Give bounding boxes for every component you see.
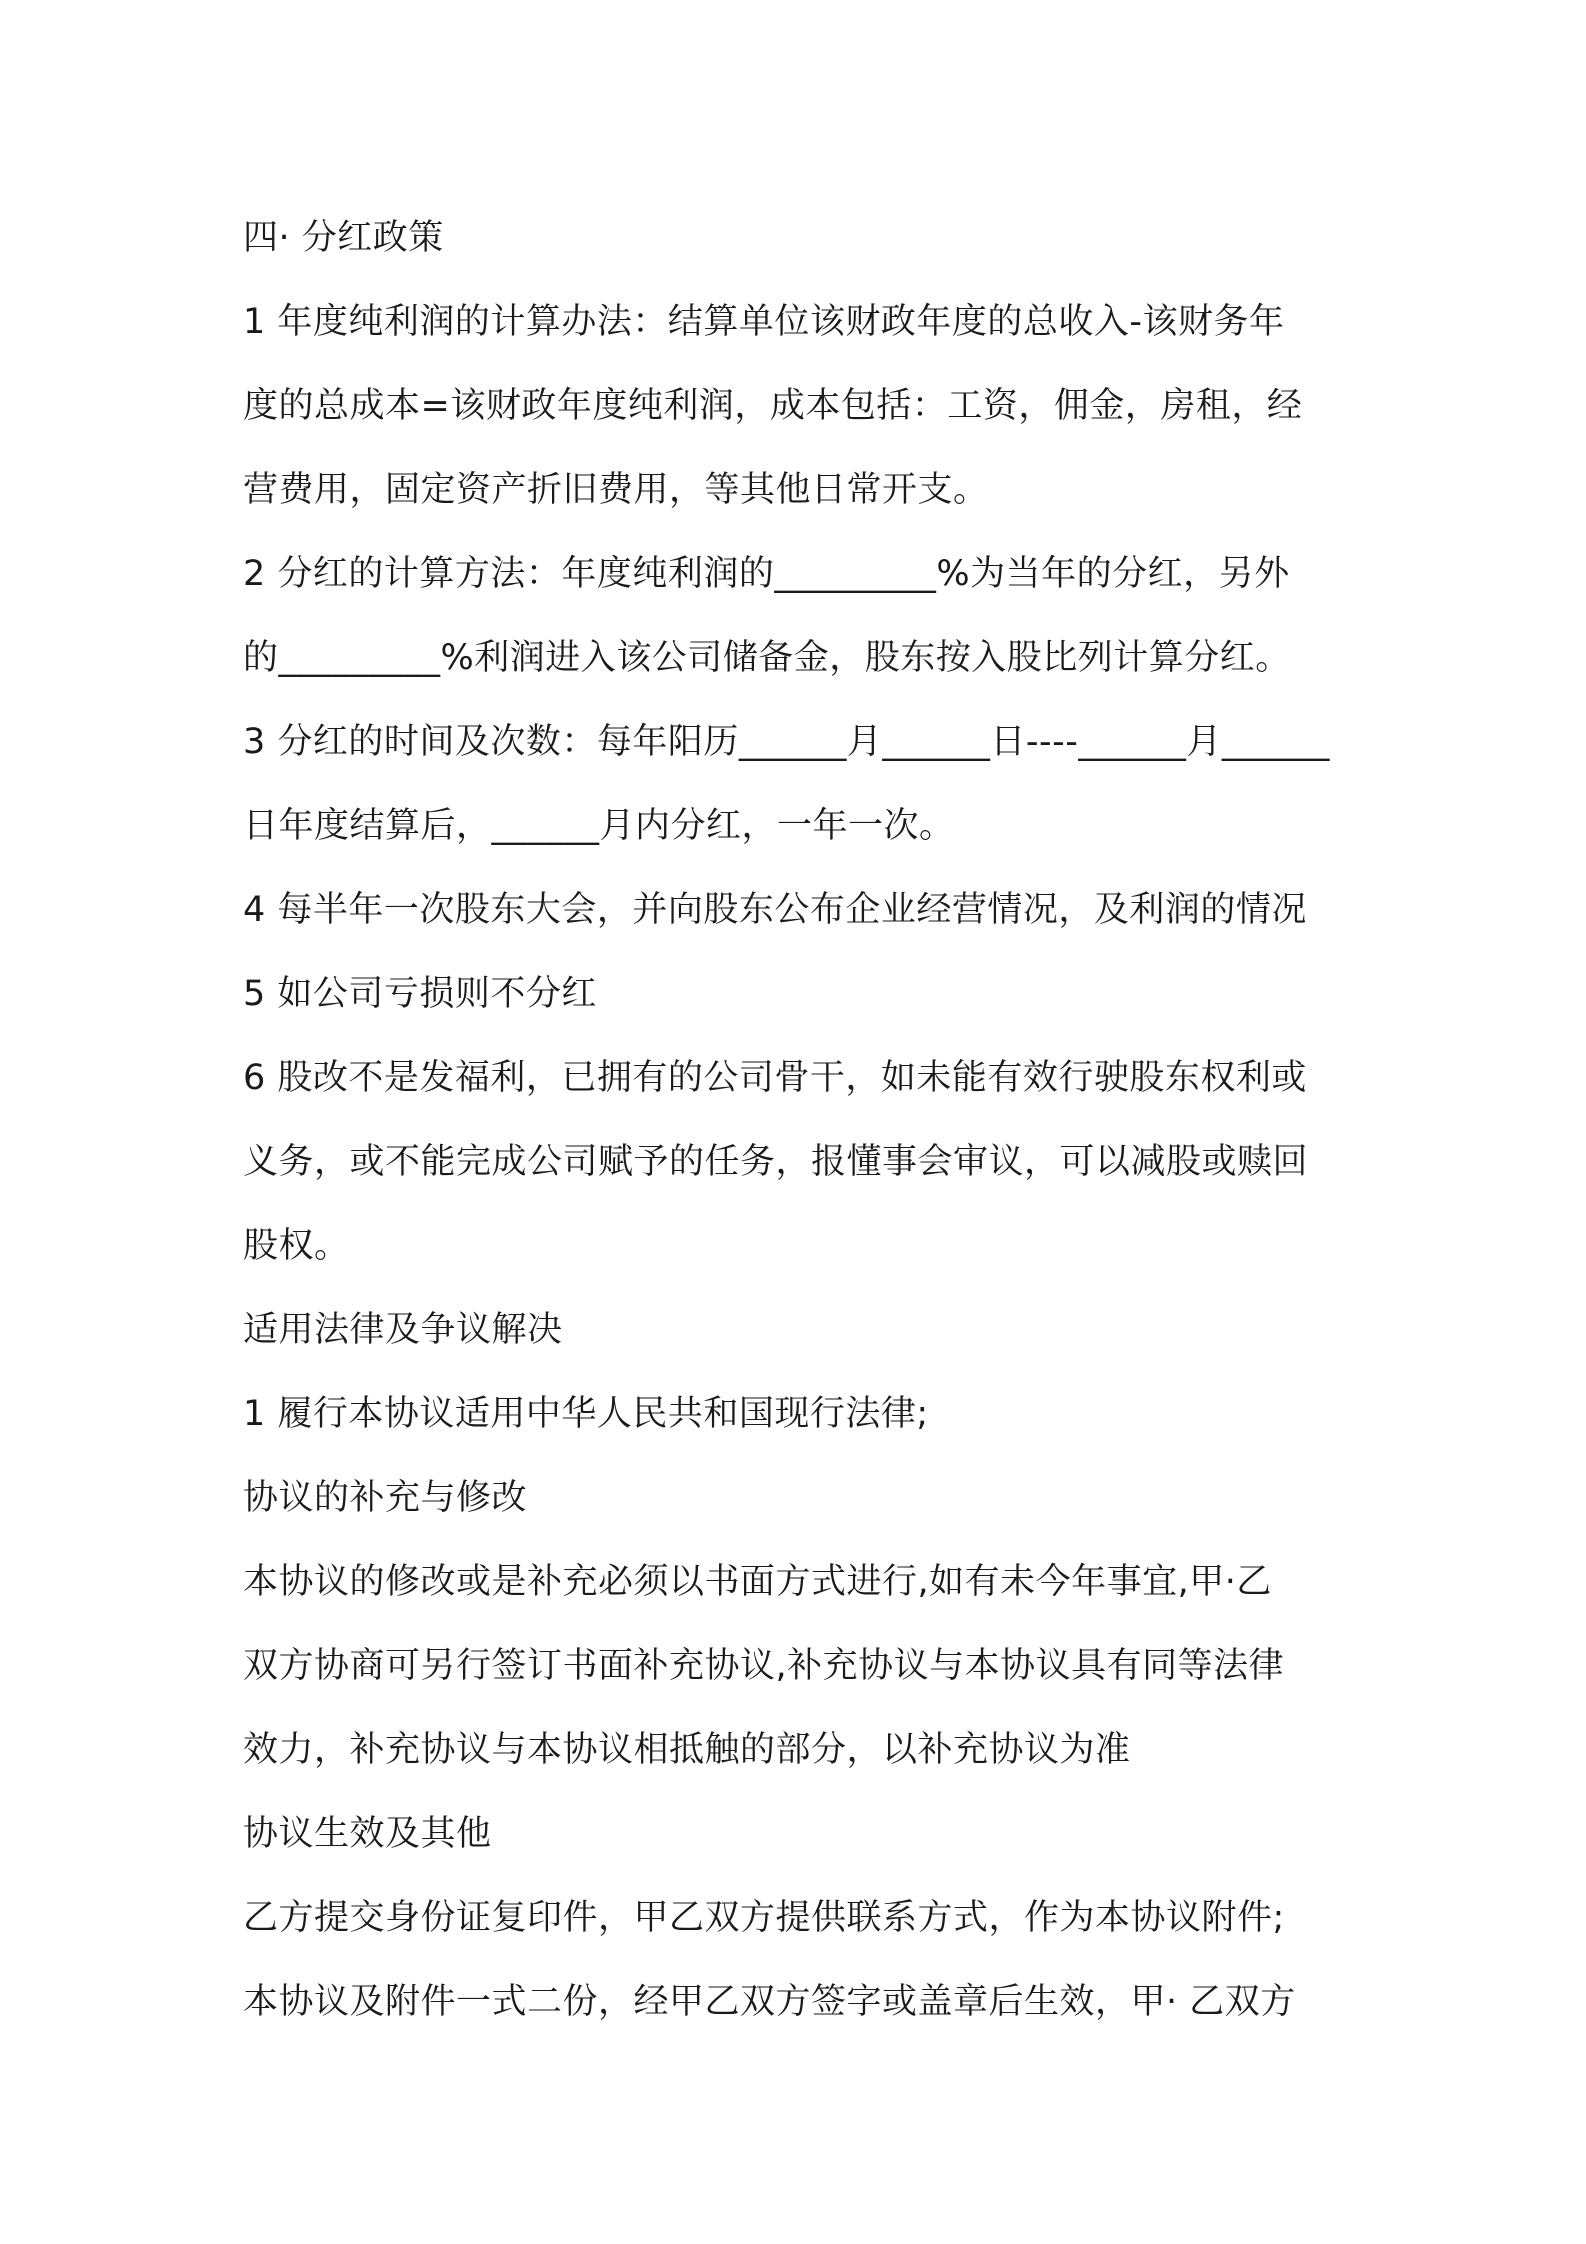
body-line: 日年度结算后，______月内分红，一年一次。 (243, 806, 955, 846)
body-line: 1 年度纯利润的计算办法：结算单位该财政年度的总收入-该财务年 (243, 302, 1285, 342)
body-line: 义务，或不能完成公司赋予的任务，报懂事会审议，可以减股或赎回 (243, 1142, 1309, 1182)
body-line: 5 如公司亏损则不分红 (243, 974, 597, 1014)
document-body (243, 196, 1363, 2044)
body-line: 6 股改不是发福利，已拥有的公司骨干，如未能有效行驶股东权利或 (243, 1058, 1307, 1098)
body-line: 乙方提交身份证复印件，甲乙双方提供联系方式，作为本协议附件; (243, 1898, 1285, 1938)
body-line: 股权。 (243, 1226, 350, 1266)
section-heading-dividend-policy: 四· 分红政策 (243, 218, 444, 258)
section-heading-effectiveness: 协议生效及其他 (243, 1814, 492, 1854)
body-line: 效力，补充协议与本协议相抵触的部分，以补充协议为准 (243, 1730, 1131, 1770)
body-line: 的_________%利润进入该公司储备金，股东按入股比列计算分红。 (243, 638, 1291, 678)
body-line: 4 每半年一次股东大会，并向股东公布企业经营情况，及利润的情况 (243, 890, 1307, 930)
body-line: 本协议及附件一式二份，经甲乙双方签字或盖章后生效，甲· 乙双方 (243, 1982, 1296, 2022)
body-line: 双方协商可另行签订书面补充协议,补充协议与本协议具有同等法律 (243, 1646, 1285, 1686)
body-line: 营费用，固定资产折旧费用，等其他日常开支。 (243, 470, 989, 510)
body-line: 3 分红的时间及次数：每年阳历______月______日----______月______ (243, 722, 1330, 762)
body-line: 2 分红的计算方法：年度纯利润的_________%为当年的分红，另外 (243, 554, 1290, 594)
body-line: 度的总成本=该财政年度纯利润，成本包括：工资，佣金，房租，经 (243, 386, 1303, 426)
section-heading-applicable-law: 适用法律及争议解决 (243, 1310, 563, 1350)
section-heading-amendment: 协议的补充与修改 (243, 1478, 528, 1518)
body-line: 本协议的修改或是补充必须以书面方式进行,如有未今年事宜,甲·乙 (243, 1562, 1272, 1602)
body-line: 1 履行本协议适用中华人民共和国现行法律; (243, 1394, 929, 1434)
